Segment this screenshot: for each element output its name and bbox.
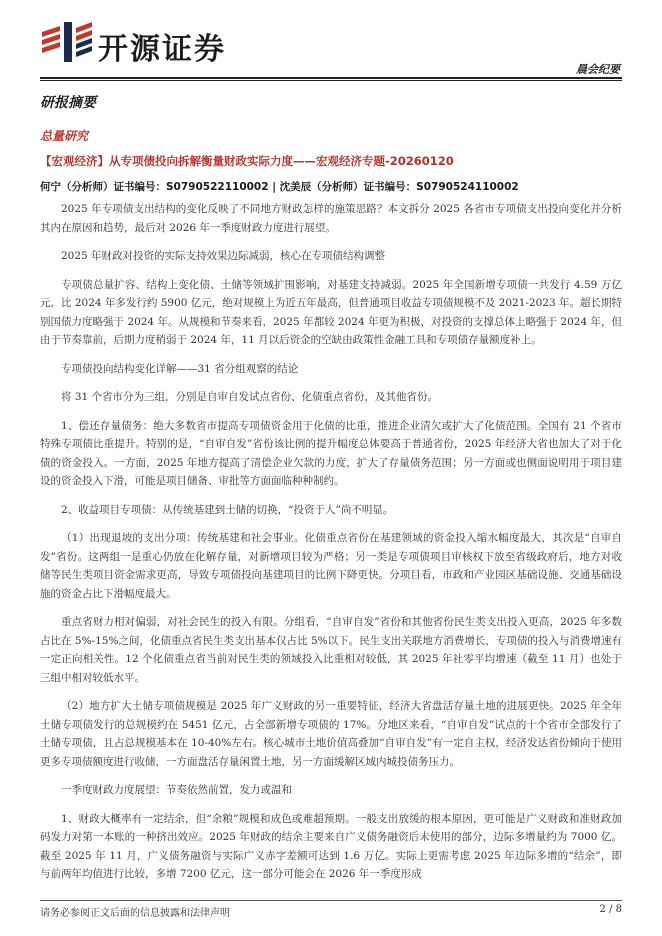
logo-text: 开源证券 — [98, 32, 226, 67]
paragraph: 1、财政大概率有一定结余，但“余粮”规模和成色或难超预期。一般支出放缓的根本原因，更可能是广义财政和准财政加码发力对第一本账的一种挤出效应。2025 年财政的结余主要来自广义债务融资后未使用的部分，边际多增量约为 7000 亿。截至 2025 年 11 月，广义债务融资与实际广义赤字差额可达到 1.6 万亿。实际上更需考虑 2025 年边际多增的“结余”，即与前两年均值进行比较，多增 7200 亿元，这一部分可能会在 2026 年一季度形成 — [40, 812, 622, 880]
paragraph: 1、偿还存量债务：绝大多数省市提高专项债资金用于化债的比重，推进企业清欠或扩大了化债范围。全国有 21 个省市特殊专项债比重提升。特别的是，“自审自发”省份该比例的提升幅度总体要高于普通省份，2025 年经济大省也加大了对于化债的资金投入。一方面，2025 年地方提高了清偿企业欠款的力度，扩大了存量债务范围；另一方面或也侧面说明用于项目建设的资金投入下滑，可能是项目储备、审批等方面面临种种制约。 — [40, 419, 622, 487]
footer-divider — [40, 900, 622, 901]
paragraph: 2025 年专项债支出结构的变化反映了不同地方财政怎样的施策思路？本文拆分 2025 各省市专项债支出投向变化并分析其内在原因和趋势，最后对 2026 年一季度财政力度进行展望。 — [40, 203, 622, 234]
company-logo — [38, 18, 248, 66]
paragraph: 将 31 个省市分为三组，分别是自审自发试点省份、化债重点省份，及其他省份。 — [61, 391, 439, 403]
header-tag: 晨会纪要 — [576, 63, 620, 76]
paragraph: 专项债总量扩容、结构上变化债、土储等领域扩围影响，对基建支持减弱。2025 年全国新增专项债一共发行 4.59 万亿元，比 2024 年多发行约 5900 亿元，绝对规模上为近五年最高，但普通项目收益专项债规模不及 2021-2023 年。超长期特别国债力度略强于 2024 年。从规模和节奏来看，2025 年都较 2024 年更为积极，对投资的支撑总体上略强于 2024 年，但由于节奏靠前，后期力度稍弱于 2024 年，11 月以后资金的空缺由政策性金融工具和专项债存量额度补上。 — [40, 278, 622, 346]
section-title: 研报摘要 — [40, 95, 96, 111]
paragraph: 2、收益项目专项债：从传统基建到土储的切换，“投资于人”尚不明显。 — [61, 503, 394, 516]
header-divider — [40, 77, 622, 79]
author-line: 何宁（分析师）证书编号：S0790522110002 | 沈美辰（分析师）证书编号：S0790524110002 — [40, 181, 519, 193]
sub-section-title: 总量研究 — [40, 129, 89, 143]
footer-disclaimer: 请务必参阅正文后面的信息披露和法律声明 — [40, 908, 230, 919]
paragraph: （1）出现退坡的支出分项：传统基建和社会事业。化债重点省份在基建领域的资金投入缩水幅度最大，其次是“自审自发”省份。这两组一是重心仍放在化解存量，对新增项目较为严格；另一类是专项债项目审核权下放至省级政府后，地方对收储等民生类项目资金需求更高，导致专项债投向基建项目的比例下降更快。分项目看，市政和产业园区基础设施、交通基础设施的资金占比下滑幅度最大。 — [40, 532, 622, 600]
paragraph-heading: 一季度财政力度展望：节奏依然前置，发力或温和 — [61, 784, 292, 796]
report-body — [40, 200, 622, 884]
paragraph-heading: 2025 年财政对投资的实际支持效果边际减弱，核心在专项债结构调整 — [61, 250, 386, 262]
paragraph-heading: 专项债投向结构变化详解——31 省分组观察的结论 — [61, 362, 299, 375]
logo-mark-icon — [38, 18, 94, 66]
report-title: 【宏观经济】从专项债投向拆解衡量财政实际力度——宏观经济专题-20260120 — [40, 154, 454, 168]
page-number: 2 / 8 — [599, 904, 622, 915]
paragraph: 重点省财力相对偏弱，对社会民生的投入有限。分组看，“自审自发”省份和其他省份民生类支出投入更高，2025 年多数占比在 5%-15%之间，化债重点省民生类支出基本仅占比 5%以下。民生支出关联地方消费增长，专项债的投入与消费增速有一定正向相关性。12 个化债重点省当前对民生类的领域投入比重相对较低，其 2025 年社零平均增速（截至 11 月）也处于三组中相对较低水平。 — [40, 616, 622, 684]
paragraph: （2）地方扩大土储专项债规模是 2025 年广义财政的另一重要特征，经济大省盘活存量土地的进展更快。2025 年全年土储专项债发行的总规模约在 5451 亿元，占全部新增专项债的 17%。分地区来看，“自审自发”试点的十个省市全部发行了土储专项债，且占总规模基本在 10-40%左右。核心城市土地价值高叠加“自审自发”有一定自主权，经济发达省份倾向于使用更多专项债额度进行收储，一方面盘活存量闲置土地，另一方面缓解区域内城投债务压力。 — [40, 700, 622, 768]
header-divider-thin — [40, 80, 622, 81]
page-header — [0, 0, 662, 82]
